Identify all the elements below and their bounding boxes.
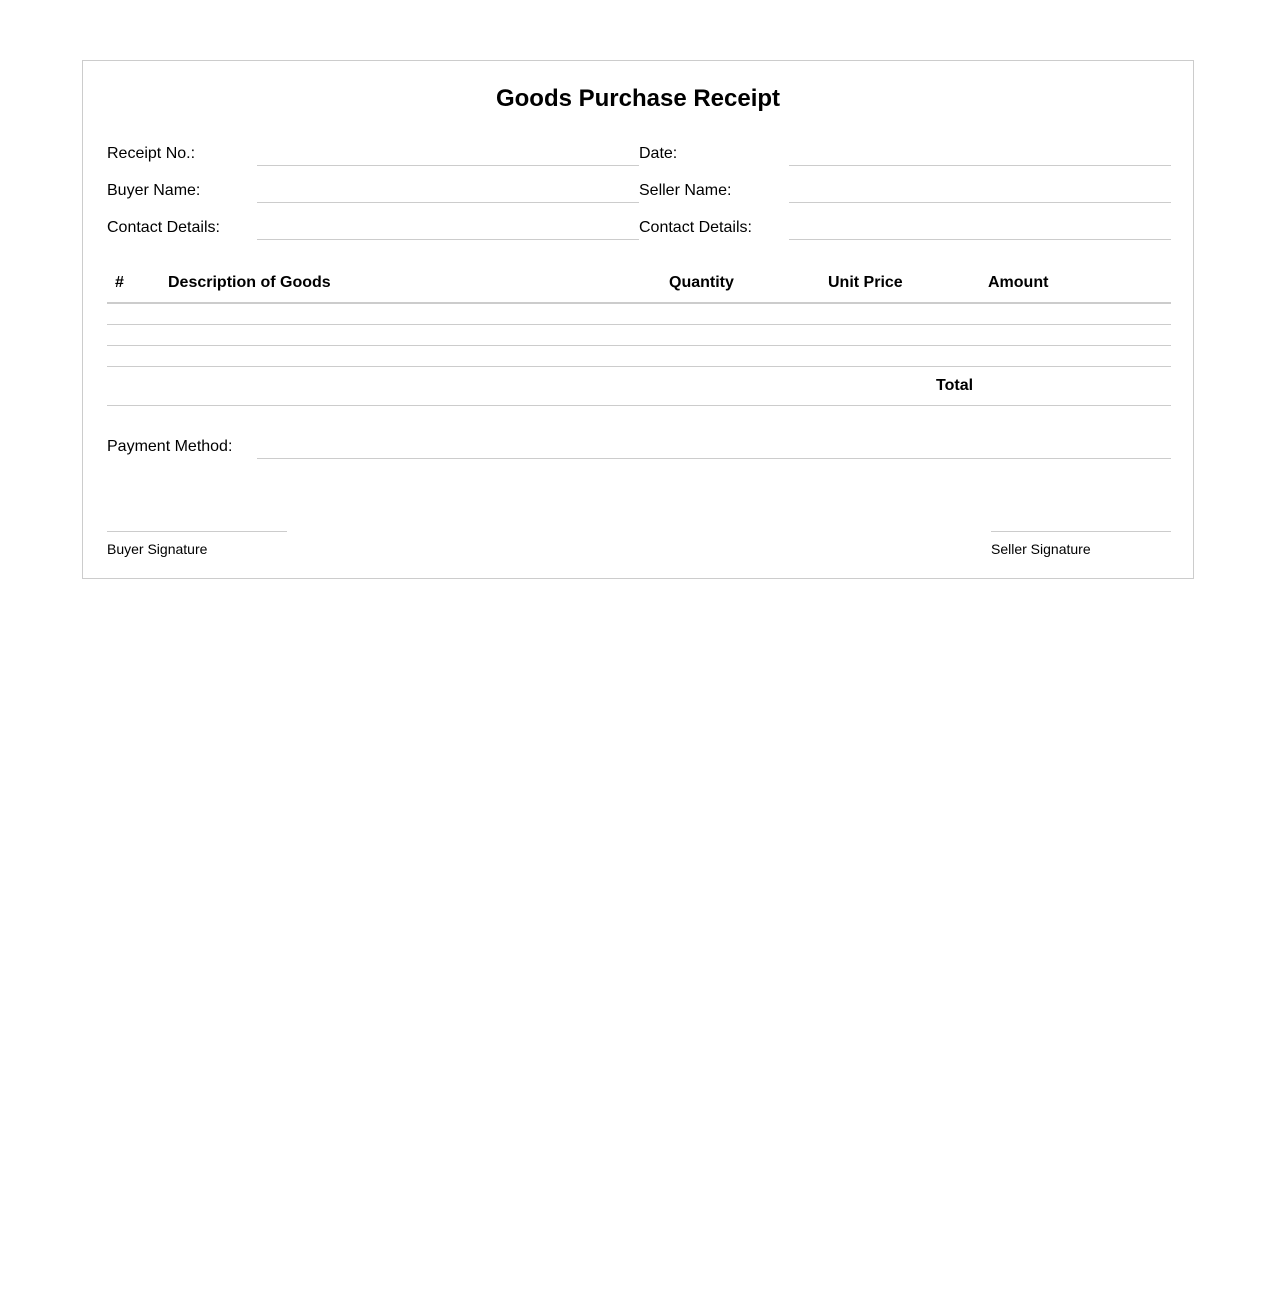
seller-name-label: Seller Name: <box>639 182 732 199</box>
column-header-number: # <box>115 274 124 291</box>
payment-method-field[interactable] <box>257 458 1171 459</box>
receipt-title: Goods Purchase Receipt <box>495 85 781 112</box>
buyer-signature-label: Buyer Signature <box>107 541 208 557</box>
column-header-quantity: Quantity <box>669 274 734 291</box>
receipt-form <box>82 60 1194 579</box>
date-field[interactable] <box>789 165 1171 166</box>
buyer-signature-line[interactable] <box>107 531 287 532</box>
column-header-description: Description of Goods <box>168 274 331 291</box>
seller-contact-label: Contact Details: <box>639 219 752 236</box>
buyer-contact-field[interactable] <box>257 239 639 240</box>
column-header-unit-price: Unit Price <box>828 274 903 291</box>
seller-contact-field[interactable] <box>789 239 1171 240</box>
seller-signature-line[interactable] <box>991 531 1171 532</box>
total-row-divider <box>107 405 1171 406</box>
buyer-name-label: Buyer Name: <box>107 182 201 199</box>
date-label: Date: <box>639 145 678 162</box>
receipt-no-field[interactable] <box>257 165 639 166</box>
buyer-name-field[interactable] <box>257 202 639 203</box>
column-header-amount: Amount <box>988 274 1049 291</box>
payment-method-label: Payment Method: <box>107 438 233 455</box>
seller-signature-label: Seller Signature <box>991 541 1091 557</box>
table-row[interactable] <box>107 345 1171 346</box>
table-row[interactable] <box>107 324 1171 325</box>
table-row[interactable] <box>107 366 1171 367</box>
table-header-divider <box>107 302 1171 304</box>
receipt-no-label: Receipt No.: <box>107 145 196 162</box>
seller-name-field[interactable] <box>789 202 1171 203</box>
total-label: Total <box>936 377 974 394</box>
buyer-contact-label: Contact Details: <box>107 219 220 236</box>
